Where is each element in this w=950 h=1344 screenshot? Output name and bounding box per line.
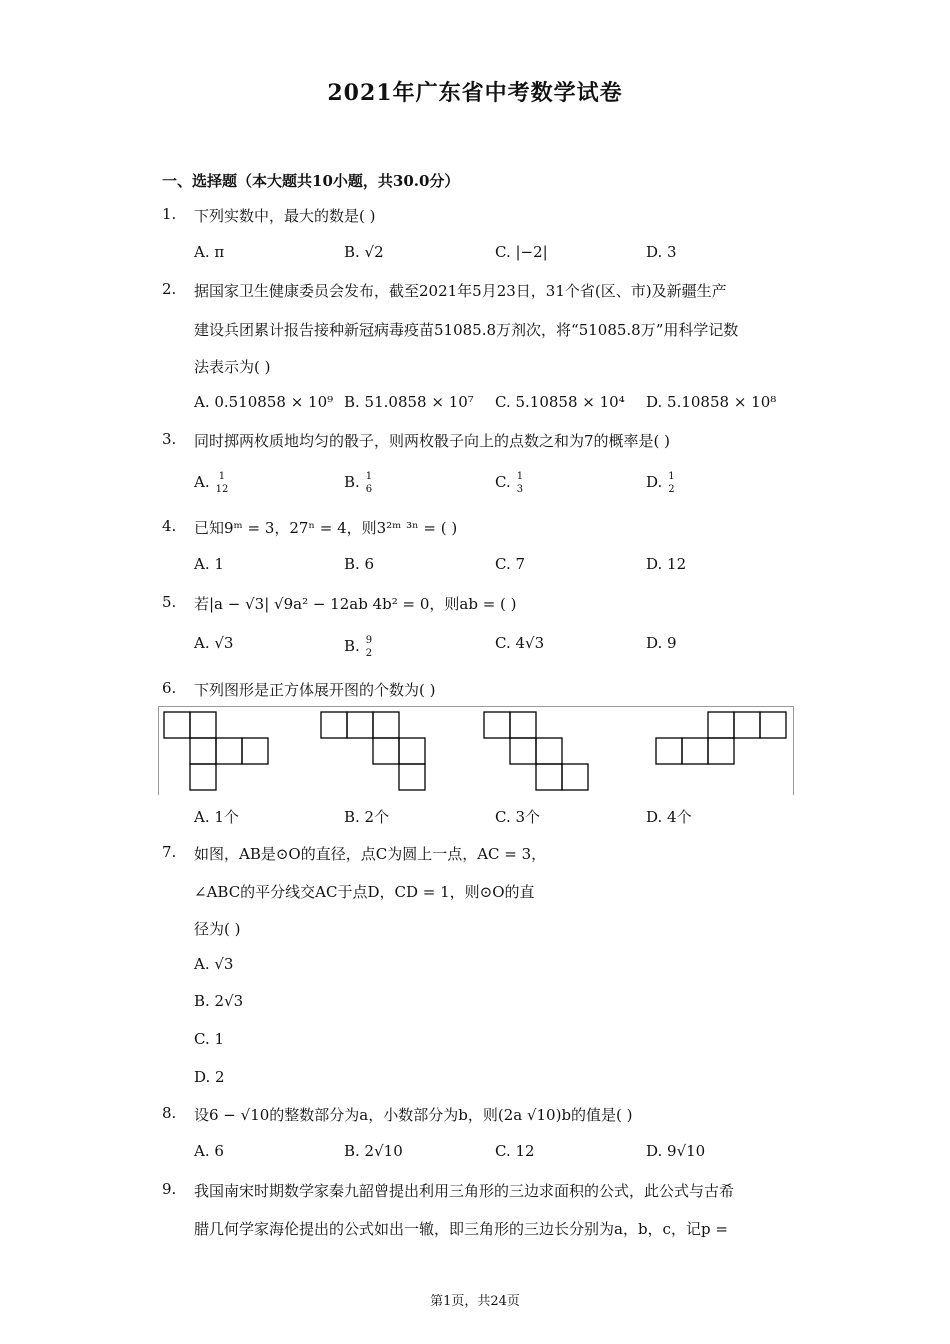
option-a: A. 1个 [194, 808, 239, 826]
question-number: 4. [162, 517, 177, 535]
question-number: 6. [162, 679, 177, 697]
option-d: D. 3 [646, 243, 677, 261]
question-number: 9. [162, 1180, 177, 1198]
option-a: A. 6 [194, 1142, 224, 1160]
option-d: D. 4个 [646, 808, 692, 826]
option-c: C. 1 [194, 1030, 225, 1048]
section-heading: 一、选择题（本大题共10小题，共30.0分） [162, 172, 460, 190]
option-c: C. 5.10858 × 10⁴ [495, 393, 625, 411]
option-b: B. 2√3 [194, 992, 244, 1010]
option-d: D. 9 [646, 634, 677, 652]
question-text: 腊几何学家海伦提出的公式如出一辙，即三角形的三边长分别为a，b，c，记p = [194, 1220, 728, 1238]
question-number: 7. [162, 843, 177, 861]
page-footer: 第1页，共24页 [430, 1294, 520, 1309]
option-a: A. √3 [194, 634, 234, 652]
question-text: 下列实数中，最大的数是( ) [194, 207, 376, 225]
cube-net-1 [164, 712, 268, 790]
question-text: 径为( ) [194, 920, 241, 938]
option-a: A. π [194, 243, 225, 261]
option-d: D. 2 [194, 1068, 225, 1086]
option-c: C. 1 3 [495, 471, 524, 495]
question-number: 1. [162, 205, 177, 223]
question-text: 下列图形是正方体展开图的个数为( ) [194, 681, 436, 699]
cube-nets-figure [158, 706, 794, 795]
question-text: 同时掷两枚质地均匀的骰子，则两枚骰子向上的点数之和为7的概率是( ) [194, 432, 671, 450]
option-d: D. 1 2 [646, 471, 675, 495]
question-text: ∠ABC的平分线交AC于点D，CD = 1，则⊙O的直 [194, 883, 535, 901]
question-text: 法表示为( ) [194, 358, 271, 376]
option-c: C. 4√3 [495, 634, 545, 652]
question-text: 据国家卫生健康委员会发布，截至2021年5月23日，31个省(区、市)及新疆生产 [194, 282, 727, 300]
option-b: B. 2√10 [344, 1142, 403, 1160]
cube-net-4 [656, 712, 786, 764]
question-text: 建设兵团累计报告接种新冠病毒疫苗51085.8万剂次，将“51085.8万”用科学记数 [194, 321, 739, 339]
option-a: A. 1 [194, 555, 224, 573]
cube-net-2 [321, 712, 425, 790]
question-number: 2. [162, 280, 177, 298]
cube-net-3 [484, 712, 588, 790]
option-c: C. |−2| [495, 243, 548, 261]
option-b: B. 51.0858 × 10⁷ [344, 393, 474, 411]
question-text: 已知9ᵐ = 3，27ⁿ = 4，则3²ᵐ ³ⁿ = ( ) [194, 519, 458, 537]
question-number: 5. [162, 593, 177, 611]
option-a: A. 1 12 [194, 471, 229, 495]
option-d: D. 5.10858 × 10⁸ [646, 393, 777, 411]
option-d: D. 9√10 [646, 1142, 706, 1160]
option-b: B. 9 2 [344, 635, 373, 659]
question-number: 8. [162, 1104, 177, 1122]
option-c: C. 7 [495, 555, 526, 573]
option-b: B. 6 [344, 555, 375, 573]
option-b: B. 1 6 [344, 471, 373, 495]
option-c: C. 12 [495, 1142, 535, 1160]
option-d: D. 12 [646, 555, 687, 573]
question-text: 如图，AB是⊙O的直径，点C为圆上一点，AC = 3， [194, 845, 547, 863]
question-text: 我国南宋时期数学家秦九韶曾提出利用三角形的三边求面积的公式，此公式与古希 [194, 1182, 735, 1200]
option-c: C. 3个 [495, 808, 541, 826]
cube-nets-svg [159, 707, 793, 795]
option-b: B. 2个 [344, 808, 390, 826]
option-a: A. √3 [194, 955, 234, 973]
page-title: 2021年广东省中考数学试卷 [327, 80, 623, 106]
question-text: 设6 − √10的整数部分为a，小数部分为b，则(2a √10)b的值是( ) [194, 1106, 633, 1124]
option-b: B. √2 [344, 243, 384, 261]
question-text: 若|a − √3| √9a² − 12ab 4b² = 0，则ab = ( ) [194, 595, 517, 613]
option-a: A. 0.510858 × 10⁹ [194, 393, 334, 411]
question-number: 3. [162, 430, 177, 448]
